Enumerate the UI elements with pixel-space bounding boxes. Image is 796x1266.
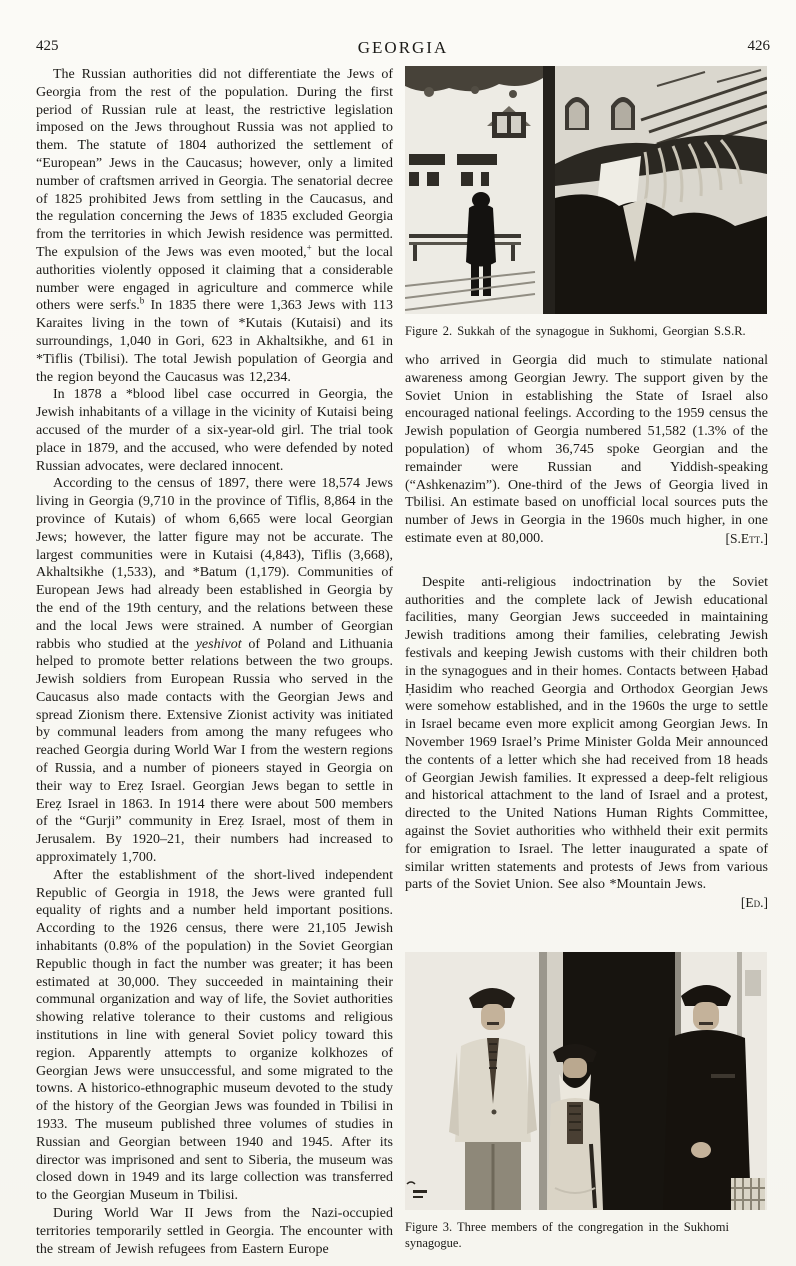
paragraph [36,475,393,867]
text-segment: In 1835 there were 1,363 Jews with 113 Karaites living in the town of *Kutais (Kutaisi) and its surroundings, 1,040 in Gori, 623 in Akhaltsikhe, and 61 in *Tiflis (Tbilisi). The total Jewish population of Georgia and the region beyond the Caucasus was 12,234. [36,298,393,385]
page-title: GEORGIA [357,38,449,57]
text-segment: yeshivot [195,636,242,652]
right-column-text-2 [405,574,768,894]
right-column-text-1 [405,352,768,548]
text-segment: but the local authorities violently opposed it claiming that a considerable number were engaged in agriculture and commerce while others were serfs. [36,244,394,314]
annotation-mark: + [306,242,312,253]
paragraph [36,66,393,386]
text-segment: who arrived in Georgia did much to stimulate national awareness among Georgian Jewry. The support given by the Soviet Union in establishing the State of Israel also encouraged national feelings. According to the 1959 census the Jewish population of Georgia numbered 51,582 (1.3% of the population) of whom 36,745 spoke Georgian and the remainder were Russian and Yiddish-speaking (“Ashkenazim”). One-third of the Jews of Georgia lived in Tbilisi. An estimate based on unofficial local sources puts the number of Jews in Georgia in the 1960s much higher, in one estimate even at 80,000. [405,353,768,546]
figure-3 [405,952,768,1251]
annotation-mark: b [139,295,145,306]
text-segment: According to the census of 1897, there were 18,574 Jews living in Georgia (9,710 in the province of Tiflis, 8,864 in the province of Kutais) of whom 6,665 were local Georgian Jews; however, the latter figure may not be accurate. The largest communities were in Kutaisi (4,843), Tiflis (3,668), Akhaltsikhe (1,533), and *Batum (1,179). Communities of European Jews had already been established in Georgia by the end of the 19th century, and the relations between these and the local Jews were strained. A number of Georgian rabbis who studied at the [36,476,393,652]
text-segment: After the establishment of the short-lived independent Republic of Georgia in 1918, the Jews were granted full equality of rights and a number held important positions. According to the 1926 census, there were 21,105 Jewish inhabitants (0.8% of the population) in the Soviet Georgian Republic though in fact the number was greater; it has been estimated at 30,000. They succeeded in maintaining their communal organization and way of life, the Soviet authorities showing relative tolerance to their customs and religious institutions in line with general Soviet policy toward this region. Apparently attempts to organize kolkhozes of Georgian Jews were unsuccessful, and some migrated to the towns. A historico-ethnographic museum devoted to the study of the history of the Georgian Jews was founded in Tbilisi in 1933. The museum published three volumes of studies in Russian and Georgian between 1940 and 1945. After its director was imprisoned and sent to Siberia, the museum was closed down in 1949 and its large collection was transferred to the Georgian Museum in Tbilisi. [36,867,393,1204]
figure2-photo-art [405,66,767,314]
left-column [36,66,393,1258]
figure3-photo-congregation-members [405,952,767,1210]
signature-ed: [Ed.] [740,895,768,911]
text-segment: of Poland and Lithuania helped to promote better relations between the two groups. Jewish soldiers from European Russia who served in the Caucasus also made contacts with the Georgian Jews and spread Zionism there. Extensive Zionist activity was initiated by communal leaders from among the many refugees who reached Georgia during World War I from the western regions of Russia, and a number of pioneers stayed in Georgia on their way to Ereẓ Israel. Georgian Jews began to settle in Ereẓ Israel in 1863. In 1914 there were about 500 members of the “Gurji” community in Ereẓ Israel, most of them in Jerusalem. By 1920–21, their numbers had increased to approximately 1,700. [36,636,393,866]
figure-2 [405,66,768,339]
figure3-photo-art [405,952,767,1210]
text-segment: During World War II Jews from the Nazi-occupied territories temporarily settled in Georgia. The encounter with the stream of Jewish refugees from Eastern Europe [36,1206,393,1257]
page-header [36,38,770,60]
paragraph [36,386,393,475]
figure3-caption: Figure 3. Three members of the congregation in the Sukhomi synagogue. [405,1219,729,1250]
figure2-photo-sukkah-synagogue [405,66,767,314]
right-column [405,66,768,1251]
text-segment: The Russian authorities did not differentiate the Jews of Georgia from the rest of the population. During the first period of Russian rule at least, the restrictive legislation imposed on the Jews throughout Russia was not applied to them. The statute of 1804 authorized the settlement of “European” Jews in the Caucasus; however, only a limited number of craftsmen arrived in Georgia. The senatorial decree of 1825 prohibited Jews from settling in the Caucasus, and the regulation concerning the Jews of 1835 excluded Georgia from the territories in which Jewish residence was permitted. The expulsion of the Jews was even mooted, [36,67,393,260]
figure2-caption: Figure 2. Sukkah of the synagogue in Sukhomi, Georgian S.S.R. [405,324,746,338]
paragraph [405,352,768,548]
paragraph [36,867,393,1205]
text-segment: In 1878 a *blood libel case occurred in Georgia, the Jewish inhabitants of a village in the vicinity of Kutaisi being accused of the murder of a six-year-old girl. The trial took place in 1879, and the accused, who were defended by noted Russian advocates, were declared innocent. [36,387,393,474]
page-number-left: 425 [36,38,59,54]
signature-s-ett: [S.Ett.] [725,530,768,546]
page-number-right: 426 [747,38,770,54]
paragraph [405,574,768,894]
paragraph [36,1205,393,1258]
text-segment: Despite anti-religious indoctrination by the Soviet authorities and the complete lack of Jewish educational facilities, many Georgian Jews succeeded in maintaining Jewish traditions among their families, celebrating Jewish festivals and keeping Jewish customs with their children both in the synagogues and in their homes. Contacts between Ḥabad Ḥasidim who reached Georgia and Orthodox Georgian Jews were somehow established, and in the 1960s the urge to settle in Israel became even more explicit among Georgian Jews. In November 1969 Israel’s Prime Minister Golda Meir announced the contents of a letter which she had received from 18 heads of Georgian Jewish families. It expressed a deep-felt religious and historical attachment to the land of Israel and a protest, directed to the United Nations Human Rights Committee, against the Soviet authorities who withheld their exit permits for emigration to Israel. The letter inaugurated a spate of similar written statements and protests of Jews from various parts of the Soviet Union. See also *Mountain Jews. [405,574,768,893]
